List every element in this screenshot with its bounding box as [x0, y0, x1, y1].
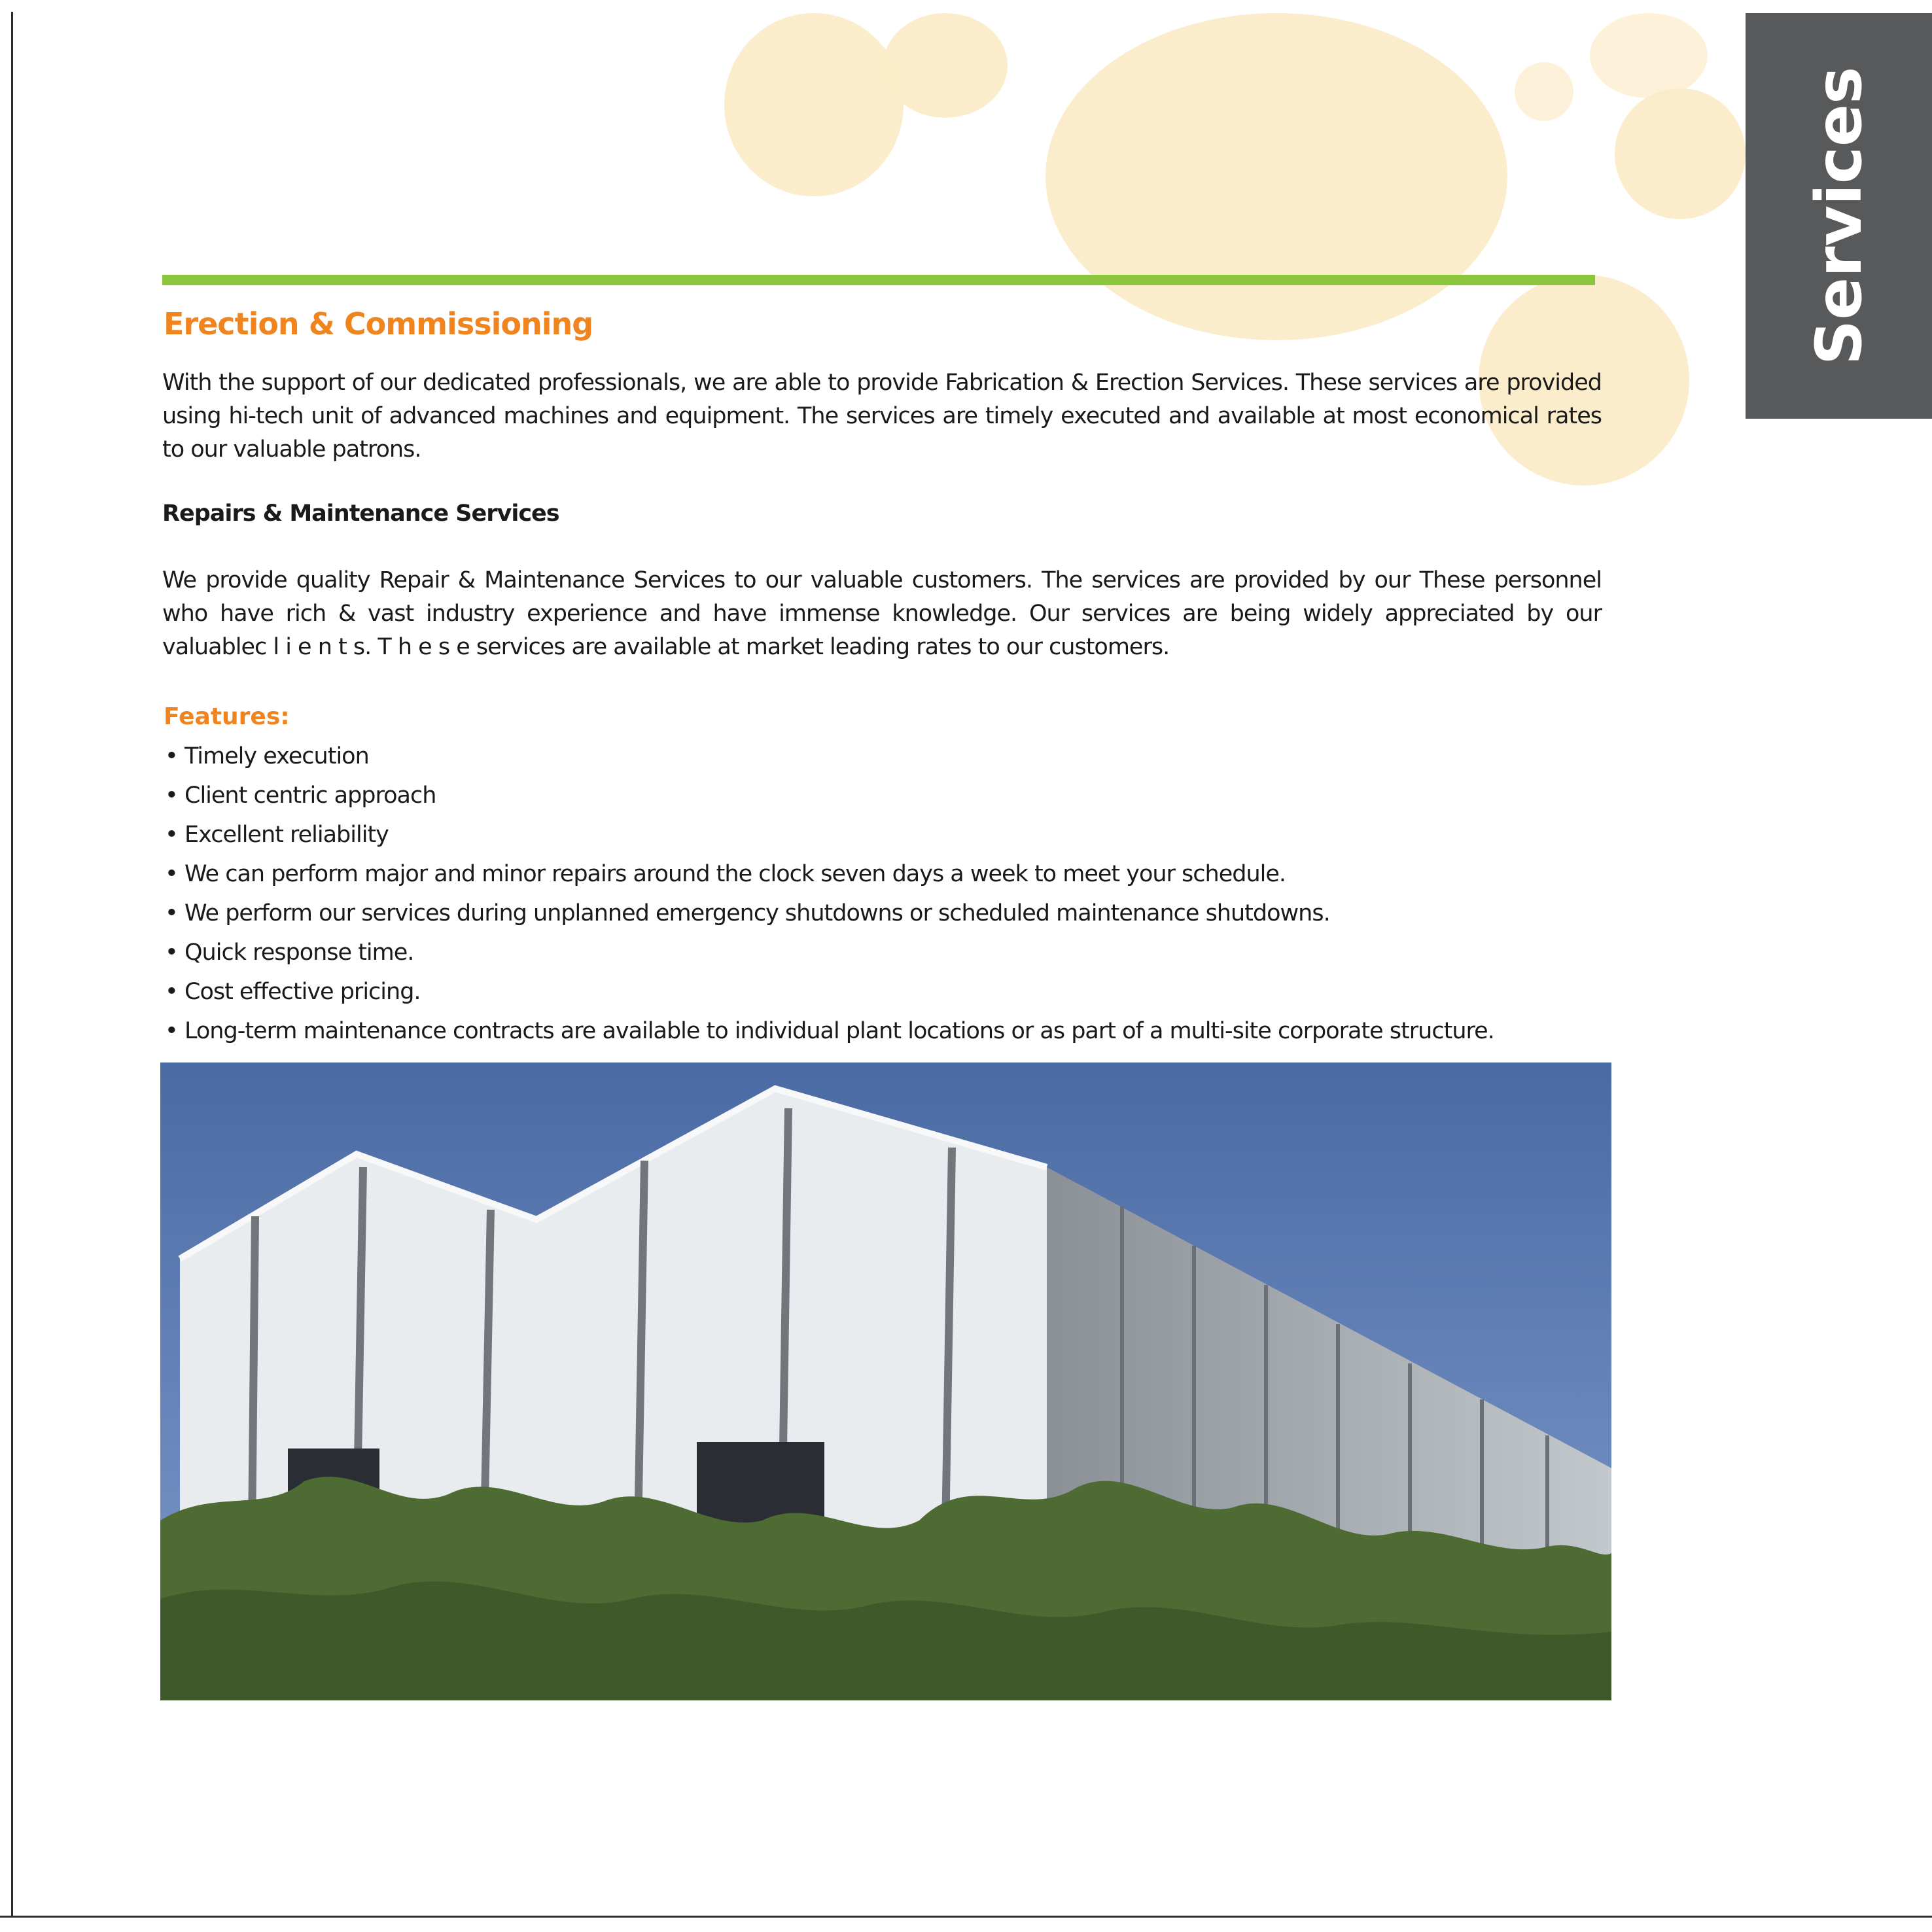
page-border-bottom — [0, 1916, 1932, 1918]
features-heading: Features: — [164, 703, 290, 730]
feature-text: Quick response time. — [184, 940, 414, 966]
decor-circle — [883, 13, 1008, 118]
services-tab — [1746, 13, 1932, 419]
feature-item — [162, 1011, 1634, 1051]
feature-item — [162, 894, 1634, 933]
decor-circle — [1045, 13, 1507, 340]
feature-text: Excellent reliability — [184, 822, 389, 848]
feature-text: Client centric approach — [184, 782, 436, 809]
feature-item — [162, 933, 1634, 972]
bullet: • — [165, 979, 178, 1005]
bullet: • — [165, 940, 178, 966]
feature-item — [162, 815, 1634, 854]
services-tab-label: Services — [1802, 66, 1876, 366]
decor-circle — [1615, 88, 1746, 219]
decor-circle — [724, 13, 904, 196]
warehouse-photo — [160, 1063, 1611, 1700]
bullet: • — [165, 1018, 178, 1044]
bullet: • — [165, 743, 178, 769]
feature-text: We can perform major and minor repairs around the clock seven days a week to meet your schedule. — [184, 861, 1286, 887]
bullet: • — [165, 900, 178, 926]
repairs-paragraph: We provide quality Repair & Maintenance Services to our valuable customers. The services are provided by our These personnel who have rich & vast industry experience and have immense knowledge. Our services are being widely appreciated by our valuablec l i e n t s. T h e s e services are available at market leading rates to our customers. — [162, 567, 1602, 660]
feature-item — [162, 776, 1634, 815]
section-rule — [162, 275, 1595, 285]
feature-text: We perform our services during unplanned emergency shutdowns or scheduled maintenance shutdowns. — [184, 900, 1330, 926]
erection-paragraph: With the support of our dedicated professionals, we are able to provide Fabrication & Erection Services. These services are provided using hi-tech unit of advanced machines and equipment. The services are timely executed and available at most economical rates to our valuable patrons. — [162, 370, 1602, 463]
decor-circle — [1590, 13, 1708, 98]
warehouse-illustration — [160, 1063, 1611, 1700]
feature-item — [162, 854, 1634, 894]
feature-item — [162, 737, 1634, 776]
erection-heading: Erection & Commissioning — [164, 306, 593, 342]
repairs-heading: Repairs & Maintenance Services — [162, 501, 559, 527]
bullet: • — [165, 782, 178, 809]
bullet: • — [165, 822, 178, 848]
feature-text: Timely execution — [184, 743, 369, 769]
page-border-left — [11, 12, 13, 1916]
feature-text: Long-term maintenance contracts are available to individual plant locations or as part of a multi-site corporate structure. — [184, 1018, 1494, 1044]
features-list — [162, 737, 1634, 1051]
decor-circle — [1515, 62, 1573, 121]
feature-item — [162, 972, 1634, 1011]
bullet: • — [165, 861, 178, 887]
feature-text: Cost effective pricing. — [184, 979, 421, 1005]
